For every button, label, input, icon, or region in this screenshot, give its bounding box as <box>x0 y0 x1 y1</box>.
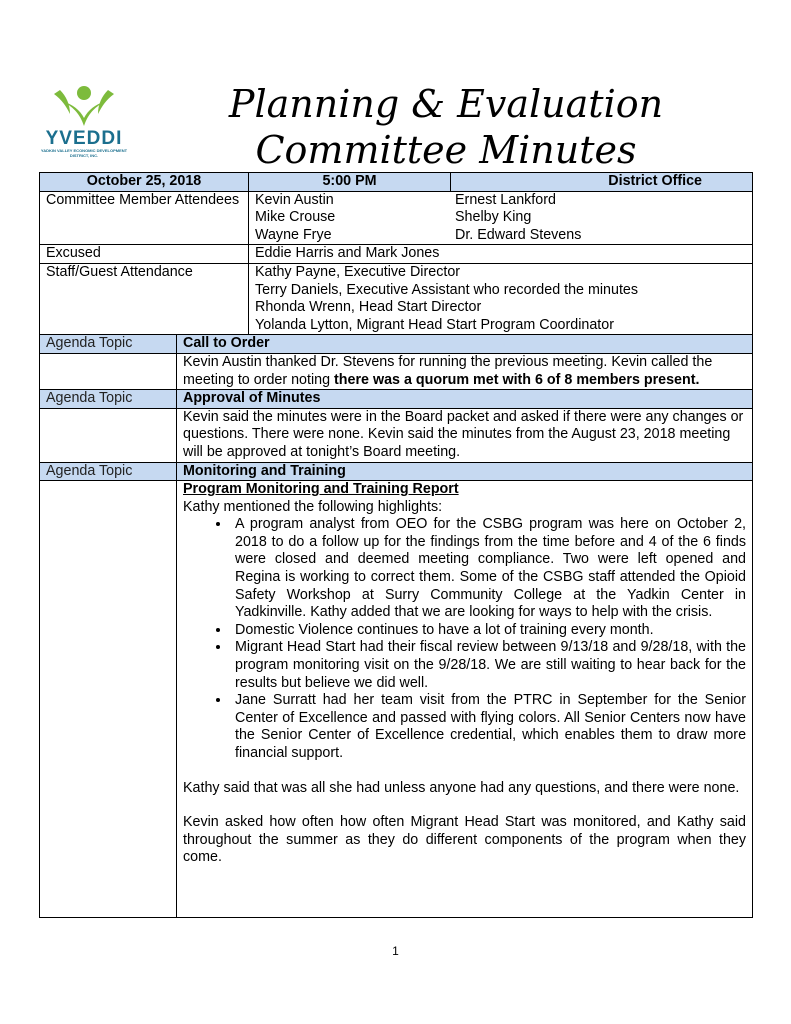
excused-label: Excused <box>40 245 249 264</box>
staff-list <box>249 263 753 334</box>
page-number: 1 <box>392 944 399 958</box>
meeting-location: District Office <box>451 173 753 192</box>
staff-member: Terry Daniels, Executive Assistant who recorded the minutes <box>255 281 639 298</box>
minutes-table <box>39 172 753 918</box>
agenda-topic-label: Agenda Topic <box>40 335 177 354</box>
call-to-order-text <box>177 353 753 389</box>
agenda-topic-label: Agenda Topic <box>40 390 177 409</box>
staff-member: Yolanda Lytton, Migrant Head Start Program Coordinator <box>255 316 614 333</box>
meeting-time: 5:00 PM <box>249 173 451 192</box>
attendee: Mike Crouse <box>255 209 336 226</box>
agenda-topic-row <box>40 462 753 481</box>
attendee: Kevin Austin <box>255 191 334 208</box>
header-row <box>40 173 753 192</box>
agenda-topic-row <box>40 390 753 409</box>
attendees-list <box>249 191 753 245</box>
list-item: • Migrant Head Start had their fiscal review between 9/13/18 and 9/28/18, with the program monitoring visit on the 9/28/18. We are still waiting to hear back for the results but believe we did well. <box>231 639 746 692</box>
monitoring-question-paragraph: Kevin asked how often how often Migrant Head Start was monitored, and Kathy said throughout the summer as they do different components of the program when they come. <box>183 814 747 866</box>
attendee: Ernest Lankford <box>455 191 556 208</box>
attendee: Dr. Edward Stevens <box>455 226 582 243</box>
excused-row <box>40 245 753 264</box>
staff-label: Staff/Guest Attendance <box>40 263 249 334</box>
attendees-label: Committee Member Attendees <box>40 191 249 245</box>
excused-value: Eddie Harris and Mark Jones <box>249 245 753 264</box>
topic-body-row <box>40 353 753 389</box>
topic-approval-of-minutes: Approval of Minutes <box>177 390 753 409</box>
agenda-topic-label: Agenda Topic <box>40 462 177 481</box>
agenda-topic-row <box>40 335 753 354</box>
topic-call-to-order: Call to Order <box>177 335 753 354</box>
report-intro: Kathy mentioned the following highlights: <box>183 498 443 515</box>
topic-body-row <box>40 408 753 462</box>
attendee: Shelby King <box>455 209 532 226</box>
call-to-order-body: Kevin Austin thanked Dr. Stevens for running the previous meeting. Kevin called the meeting to order noting <box>183 353 713 388</box>
topic-monitoring-and-training: Monitoring and Training <box>177 462 753 481</box>
staff-member: Rhonda Wrenn, Head Start Director <box>255 299 482 316</box>
logo-subtitle: YADKIN VALLEY ECONOMIC DEVELOPMENT DISTRICT, INC. <box>40 148 128 158</box>
staff-member: Kathy Payne, Executive Director <box>255 263 461 280</box>
list-item: • Domestic Violence continues to have a lot of training every month. <box>231 622 746 640</box>
closing-paragraph: Kathy said that was all she had unless anyone had any questions, and there were none. <box>183 779 740 796</box>
attendee: Wayne Frye <box>255 226 332 243</box>
document-title-line1: Planning & Evaluation <box>228 82 664 126</box>
list-item: • A program analyst from OEO for the CSBG program was here on October 2, 2018 to do a follow up for the findings from the time before and 4 of the 6 finds were closed and deemed meeting compliance. Two were left opened and Regina is working to correct them. Some of the CSBG staff attended the Opioid Safety Workshop at Surry Community College at the Yadkin Center in Yadkinville. Kathy added that we are looking for ways to help with the crisis. <box>231 516 746 622</box>
quorum-note: there was a quorum met with 6 of 8 members present. <box>334 371 700 388</box>
meeting-date: October 25, 2018 <box>40 173 249 192</box>
document-title-line2: Committee Minutes <box>255 128 637 172</box>
monitoring-text <box>177 481 753 918</box>
topic-body-row <box>40 481 753 918</box>
logo-figure-icon <box>40 84 128 128</box>
logo-name: YVEDDI <box>45 128 123 149</box>
yveddi-logo <box>40 84 128 164</box>
staff-row <box>40 263 753 334</box>
report-subheading: Program Monitoring and Training Report <box>183 481 459 498</box>
approval-of-minutes-text: Kevin said the minutes were in the Board packet and asked if there were any changes or questions. There were none. Kevin said the minutes from the August 23, 2018 meeting will be approved at tonight’s Board meeting. <box>177 408 753 462</box>
highlights-list <box>183 516 746 762</box>
attendees-row <box>40 191 753 245</box>
list-item: • Jane Surratt had her team visit from the PTRC in September for the Senior Center of Excellence and passed with flying colors. All Senior Centers now have the Senior Center of Excellence credential, which enables them to draw more financial support. <box>231 692 746 762</box>
